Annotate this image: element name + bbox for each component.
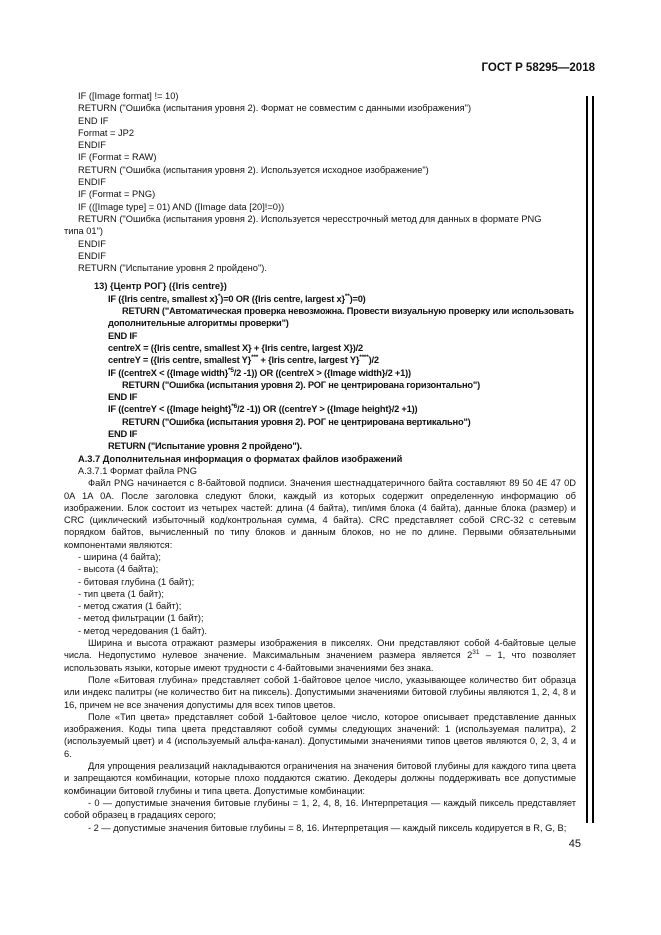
list-item: - метод чередования (1 байт). [78, 625, 208, 636]
item-13-line [64, 354, 576, 366]
section-a-3-7 [64, 453, 576, 834]
item-13-line: RETURN ("Ошибка (испытания уровня 2). РОГ не центрирована горизонтально") [122, 379, 480, 390]
item-13-line: END IF [108, 330, 138, 341]
page-number: 45 [568, 838, 581, 850]
code-line: IF (Format = PNG) [78, 189, 156, 200]
code-line: ENDIF [78, 140, 106, 151]
text: /2 -1)) OR ((centreX > ({Image width}/2 +1)) [233, 367, 411, 378]
code-line: ENDIF [78, 238, 106, 249]
item-13-line: RETURN ("Автоматическая проверка невозможна. Провести визуальную проверку или использовать [122, 306, 574, 317]
list-item: - битовая глубина (1 байт); [78, 576, 195, 587]
paragraph: Поле «Тип цвета» представляет собой 1-байтовое целое число, которое описывает представление данных изображения. Коды типа цвета представляют собой суммы следующих значений: 1 (используемая палитра), 2 (используемый цвет) и 4 (используемый альфа-канал). Допустимыми значениями типов цветов являются 0, 2, 3, 4 и 6. [64, 711, 576, 759]
code-line: IF ([Image format] != 10) [78, 91, 179, 101]
item-13-line: centreX = ({Iris centre, smallest X} + {Iris centre, largest X})/2 [108, 342, 363, 353]
exponent: 31 [472, 649, 480, 657]
document-code: ГОСТ Р 58295—2018 [481, 62, 595, 74]
code-line: IF (([Image type] = 01) AND ([Image data [20]!=0)) [78, 201, 285, 212]
item-13-line: дополнительные алгоритмы проверки") [108, 318, 289, 329]
code-line: RETURN ("Ошибка (испытания уровня 2). Используется исходное изображение") [78, 164, 429, 175]
list-item: - высота (4 байта); [78, 564, 159, 575]
item-13-block [64, 280, 576, 452]
code-line: Format = JP2 [78, 127, 135, 138]
code-block [64, 90, 576, 274]
text: /2 -1)) OR ((centreY > ({Image height}/2 +1)) [237, 404, 418, 415]
text: IF ((centreY < ({Image height} [108, 404, 232, 415]
paragraph: Для упрощения реализаций накладываются ограничения на значения битовой глубины для каждого типа цвета и запрещаются комбинации, которые плохо поддаются сжатию. Декодеры должны поддерживать все допустимые комбинации битовой глубины и типа цвета. Допустимые комбинации: [64, 761, 576, 796]
footnote-mark: *5 [228, 366, 234, 374]
code-line: ENDIF [78, 250, 106, 261]
code-line: END IF [78, 115, 109, 126]
text: Ширина и высота отражают размеры изображения в пикселях. Они представляют собой 4-байтовые целые числа. Недопустимо нулевое значение. Максимальным значением размера является 2 [64, 638, 576, 661]
footnote-mark: ** [344, 292, 350, 300]
list-item: - метод сжатия (1 байт); [78, 601, 182, 612]
footnote-mark: **** [359, 354, 369, 362]
item-13-line [64, 367, 576, 379]
item-13-line: END IF [108, 392, 138, 403]
footnote-mark: * [217, 292, 221, 300]
item-13-line [64, 293, 576, 305]
combination-item: - 0 — допустимые значения битовые глубины = 1, 2, 4, 8, 16. Интерпретация — каждый пиксель представляет собой образец в градациях серого; [64, 797, 576, 821]
item-13-line: RETURN ("Ошибка (испытания уровня 2). РОГ не центрирована вертикально") [122, 416, 471, 427]
paragraph [64, 637, 576, 674]
code-line: IF (Format = RAW) [78, 152, 157, 163]
item-13-line: END IF [108, 429, 138, 440]
page-content [64, 90, 576, 834]
text: + {Iris centre, largest Y} [258, 355, 360, 366]
list-item: - тип цвета (1 байт); [78, 588, 164, 599]
footnote-mark: *** [251, 354, 259, 362]
revision-change-bars [586, 96, 596, 823]
code-line: RETURN ("Ошибка (испытания уровня 2). Формат не совместим с данными изображения") [78, 103, 472, 114]
text: centreY = ({Iris centre, smallest Y} [108, 355, 252, 366]
text: IF ((centreX < ({Image width} [108, 367, 228, 378]
subsection-heading: A.3.7.1 Формат файла PNG [78, 465, 197, 476]
text: )=0 OR ({Iris centre, largest x} [220, 293, 345, 304]
code-line: типа 01") [64, 226, 103, 237]
paragraph: Поле «Битовая глубина» представляет собой 1-байтовое целое число, указывающее количество бит образца или индекс палитры (не количество бит на пиксель). Допустимыми значениями битовой глубины являются 1, 2, 4, 8 и 16, причем не все значения допустимы для всех типов цветов. [64, 674, 576, 710]
item-13-line [64, 403, 576, 415]
text: – 1, что позволяет использовать языки, которые имеют трудности с 4-байтовыми значениями без знака. [64, 650, 576, 673]
change-bar-right [592, 96, 594, 823]
item-13-title: 13) {Центр РОГ} ({Iris centre}) [94, 281, 227, 292]
text: IF ({Iris centre, smallest x} [108, 293, 218, 304]
code-line: RETURN ("Испытание уровня 2 пройдено"). [78, 263, 267, 274]
list-item: - метод фильтрации (1 байт); [78, 613, 204, 624]
footnote-mark: *6 [231, 403, 237, 411]
code-line: ENDIF [78, 177, 106, 188]
text: )/2 [368, 355, 379, 366]
text: )=0) [349, 293, 366, 304]
code-line: RETURN ("Ошибка (испытания уровня 2). Используется чересстрочный метод для данных в формате PNG [78, 213, 542, 224]
list-item: - ширина (4 байта); [78, 551, 161, 562]
combination-item: - 2 — допустимые значения битовые глубины = 8, 16. Интерпретация — каждый пиксель кодируется в R, G, B; [88, 822, 567, 833]
paragraph: Файл PNG начинается с 8-байтовой подписи. Значения шестнадцатеричного байта составляют 89 50 4E 47 0D 0A 1A 0A. После заголовка следуют блоки, каждый из которых содержит определенную информацию об изображении. Блок состоит из четырех частей: длина (4 байта), тип/имя блока (4 байта), данные блока (размер) и CRC (циклический избыточный код/контрольная сумма, 4 байта). CRC представляет собой CRC-32 с сетевым порядком байтов, вычисленный по типу блоков и данным блоков, но не по длине. Первыми обязательными компонентами являются: [64, 478, 576, 550]
change-bar-left [586, 96, 588, 823]
item-13-line: RETURN ("Испытание уровня 2 пройдено"). [108, 441, 302, 452]
section-heading: A.3.7 Дополнительная информация о форматах файлов изображений [78, 453, 403, 464]
